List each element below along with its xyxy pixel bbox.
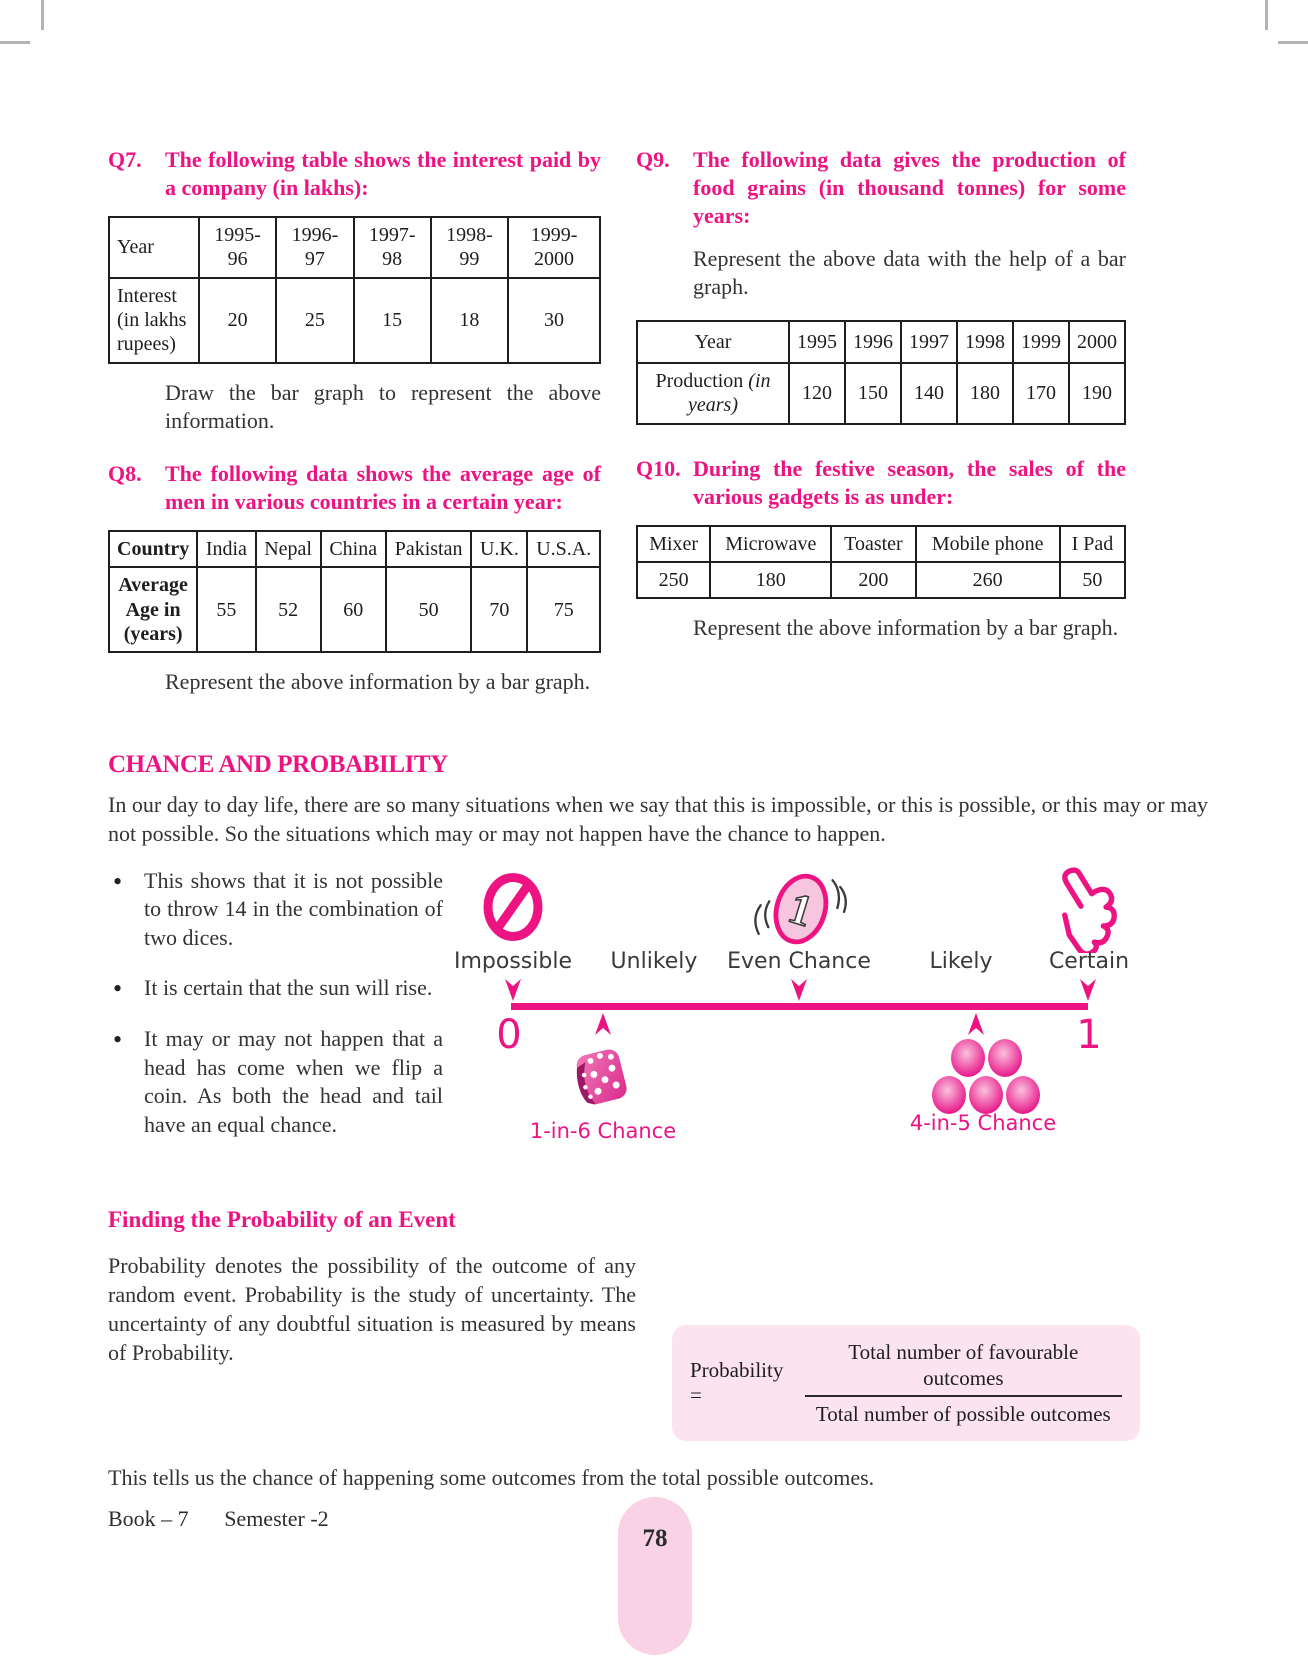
crop-mark-top-right-vertical bbox=[1265, 0, 1268, 30]
table-cell: 60 bbox=[321, 567, 386, 652]
table-cell: 170 bbox=[1013, 363, 1069, 424]
table-cell: 55 bbox=[197, 567, 255, 652]
probability-scale-diagram bbox=[451, 863, 1151, 1185]
dice-chance-caption: 1-in-6 Chance bbox=[529, 1118, 677, 1143]
crop-mark-top-left-horizontal bbox=[0, 41, 30, 44]
table-cell: 1999-2000 bbox=[508, 217, 600, 278]
bullet-item: • It may or may not happen that a head has come when we flip a coin. As both the head and tail have an equal chance. bbox=[108, 1025, 443, 1139]
probability-scale-line bbox=[511, 1003, 1088, 1010]
formula-fraction bbox=[805, 1339, 1122, 1428]
up-arrow-icon bbox=[968, 1013, 984, 1039]
q8-table bbox=[108, 530, 601, 654]
question-q9 bbox=[636, 146, 1126, 425]
table-cell: 18 bbox=[431, 278, 508, 363]
table-cell: Mobile phone bbox=[916, 526, 1060, 562]
coin-flip-icon bbox=[741, 863, 857, 959]
questions-columns bbox=[108, 146, 1126, 697]
table-cell: 1995-96 bbox=[199, 217, 276, 278]
up-arrow-icon bbox=[595, 1013, 611, 1039]
table-cell: 52 bbox=[256, 567, 321, 652]
table-cell: 25 bbox=[276, 278, 353, 363]
table-cell: 140 bbox=[901, 363, 957, 424]
footer-book-label: Book – 7 bbox=[108, 1506, 189, 1531]
table-cell: Country bbox=[109, 531, 197, 567]
table-cell: 1995 bbox=[789, 321, 845, 363]
table-cell: 2000 bbox=[1069, 321, 1125, 363]
scale-label-unlikely: Unlikely bbox=[610, 948, 698, 974]
q9-table bbox=[636, 320, 1126, 425]
table-row bbox=[637, 562, 1125, 598]
scale-label-likely: Likely bbox=[929, 948, 993, 974]
table-cell: Average Age in (years) bbox=[109, 567, 197, 652]
page-number-capsule bbox=[618, 1497, 692, 1655]
scale-label-certain: Certain bbox=[1048, 948, 1130, 974]
table-cell: 30 bbox=[508, 278, 600, 363]
table-cell: Toaster bbox=[831, 526, 915, 562]
table-row bbox=[109, 278, 600, 363]
page-content bbox=[108, 146, 1208, 1491]
table-row bbox=[109, 217, 600, 278]
closing-sentence: This tells us the chance of happening some outcomes from the total possible outcomes. bbox=[108, 1465, 875, 1491]
down-arrow-icon bbox=[1080, 979, 1096, 1005]
table-cell: 180 bbox=[710, 562, 831, 598]
row-label: Production bbox=[655, 370, 744, 392]
table-cell: Pakistan bbox=[386, 531, 472, 567]
scale-label-impossible: Impossible bbox=[454, 948, 572, 974]
page-number: 78 bbox=[642, 1525, 668, 1552]
question-q10 bbox=[636, 455, 1126, 643]
question-q8 bbox=[108, 460, 601, 697]
thumbs-up-icon bbox=[1054, 863, 1124, 957]
question-heading bbox=[108, 146, 601, 202]
question-number: Q8. bbox=[108, 461, 142, 487]
footer-semester-label: Semester -2 bbox=[224, 1506, 329, 1531]
table-cell: 250 bbox=[637, 562, 710, 598]
table-cell: 1997-98 bbox=[354, 217, 431, 278]
q10-table bbox=[636, 525, 1126, 600]
question-number: Q7. bbox=[108, 147, 142, 172]
table-cell: 1999 bbox=[1013, 321, 1069, 363]
question-text: During the festive season, the sales of the various gadgets is as under: bbox=[693, 455, 1126, 509]
question-instruction: Represent the above information by a bar graph. bbox=[165, 669, 591, 695]
down-arrow-icon bbox=[791, 979, 807, 1005]
crop-mark-top-right-horizontal bbox=[1278, 41, 1308, 44]
question-text: The following table shows the interest paid by a company (in lakhs): bbox=[165, 147, 601, 200]
table-cell: U.K. bbox=[471, 531, 527, 567]
table-cell: U.S.A. bbox=[527, 531, 600, 567]
table-cell: 190 bbox=[1069, 363, 1125, 424]
table-cell: 75 bbox=[527, 567, 600, 652]
right-column bbox=[636, 146, 1126, 697]
footer-book-info bbox=[108, 1506, 329, 1532]
question-text: The following data shows the average age of men in various countries in a certain year: bbox=[165, 461, 601, 514]
subsection-heading-finding-probability: Finding the Probability of an Event bbox=[108, 1206, 456, 1232]
left-column bbox=[108, 146, 601, 697]
table-cell: 1998-99 bbox=[431, 217, 508, 278]
table-cell: 1997 bbox=[901, 321, 957, 363]
bullet-list bbox=[108, 863, 443, 1185]
table-row bbox=[109, 567, 600, 652]
scale-max-value: 1 bbox=[1076, 1011, 1102, 1058]
formula-numerator: Total number of favourable outcomes bbox=[805, 1339, 1122, 1398]
bullet-item: • This shows that it is not possible to throw 14 in the combination of two dices. bbox=[108, 867, 443, 953]
question-number: Q10. bbox=[636, 455, 681, 481]
table-cell bbox=[637, 363, 789, 424]
question-q7 bbox=[108, 146, 601, 436]
table-cell: 70 bbox=[471, 567, 527, 652]
table-cell: India bbox=[197, 531, 255, 567]
die-icon bbox=[568, 1041, 634, 1119]
table-cell: 1998 bbox=[957, 321, 1013, 363]
table-cell: 15 bbox=[354, 278, 431, 363]
question-heading bbox=[108, 460, 601, 516]
table-cell: China bbox=[321, 531, 386, 567]
table-cell: I Pad bbox=[1060, 526, 1125, 562]
probability-paragraph: Probability denotes the possibility of the outcome of any random event. Probability is the study of uncertainty. The uncertainty of any doubtful situation is measured by means of Probability. bbox=[108, 1252, 636, 1366]
crop-mark-top-left-vertical bbox=[41, 0, 44, 30]
scale-label-even-chance: Even Chance bbox=[727, 948, 871, 974]
section-intro-paragraph: In our day to day life, there are so many situations when we say that this is impossible, or this is possible, or this may or may not possible. So the situations which may or may not happen have the chance to happen. bbox=[108, 792, 1208, 847]
table-cell: 200 bbox=[831, 562, 915, 598]
table-cell: 150 bbox=[845, 363, 901, 424]
table-row bbox=[637, 526, 1125, 562]
formula-denominator: Total number of possible outcomes bbox=[815, 1402, 1111, 1427]
balls-chance-caption: 4-in-5 Chance bbox=[909, 1110, 1057, 1135]
table-cell: Mixer bbox=[637, 526, 710, 562]
table-cell: Year bbox=[637, 321, 789, 363]
table-row bbox=[637, 363, 1125, 424]
table-row bbox=[109, 531, 600, 567]
scale-min-value: 0 bbox=[496, 1011, 522, 1058]
prohibition-icon bbox=[480, 869, 546, 949]
table-cell: Microwave bbox=[710, 526, 831, 562]
row-label-italic: (in years) bbox=[688, 370, 771, 417]
table-cell: 120 bbox=[789, 363, 845, 424]
table-cell: 50 bbox=[1060, 562, 1125, 598]
table-cell: Nepal bbox=[256, 531, 321, 567]
table-cell: Interest (in lakhs rupees) bbox=[109, 278, 199, 363]
table-cell: 20 bbox=[199, 278, 276, 363]
question-instruction: Draw the bar graph to represent the above information. bbox=[165, 379, 601, 434]
coin-face-value: 1 bbox=[782, 882, 819, 936]
probability-paragraph-row bbox=[108, 1251, 1208, 1442]
down-arrow-icon bbox=[505, 979, 521, 1005]
table-row bbox=[637, 321, 1125, 363]
question-instruction: Represent the above data with the help of a bar graph. bbox=[693, 245, 1126, 300]
q7-table bbox=[108, 216, 601, 364]
question-number: Q9. bbox=[636, 147, 670, 172]
question-instruction: Represent the above information by a bar graph. bbox=[693, 615, 1119, 641]
bullet-item: • It is certain that the sun will rise. bbox=[108, 974, 443, 1003]
probability-formula-box bbox=[672, 1325, 1140, 1442]
question-heading bbox=[636, 455, 1126, 511]
table-cell: 50 bbox=[386, 567, 472, 652]
table-cell: 180 bbox=[957, 363, 1013, 424]
formula-label: Probability = bbox=[690, 1357, 784, 1407]
bullets-and-diagram-row bbox=[108, 863, 1208, 1185]
table-cell: Year bbox=[109, 217, 199, 278]
section-heading-chance-and-probability: CHANCE AND PROBABILITY bbox=[108, 751, 448, 779]
table-cell: 1996-97 bbox=[276, 217, 353, 278]
table-cell: 1996 bbox=[845, 321, 901, 363]
balls-icon bbox=[930, 1038, 1042, 1120]
question-text: The following data gives the production of food grains (in thousand tonnes) for some years: bbox=[693, 147, 1126, 228]
question-heading bbox=[636, 146, 1126, 230]
table-cell: 260 bbox=[916, 562, 1060, 598]
